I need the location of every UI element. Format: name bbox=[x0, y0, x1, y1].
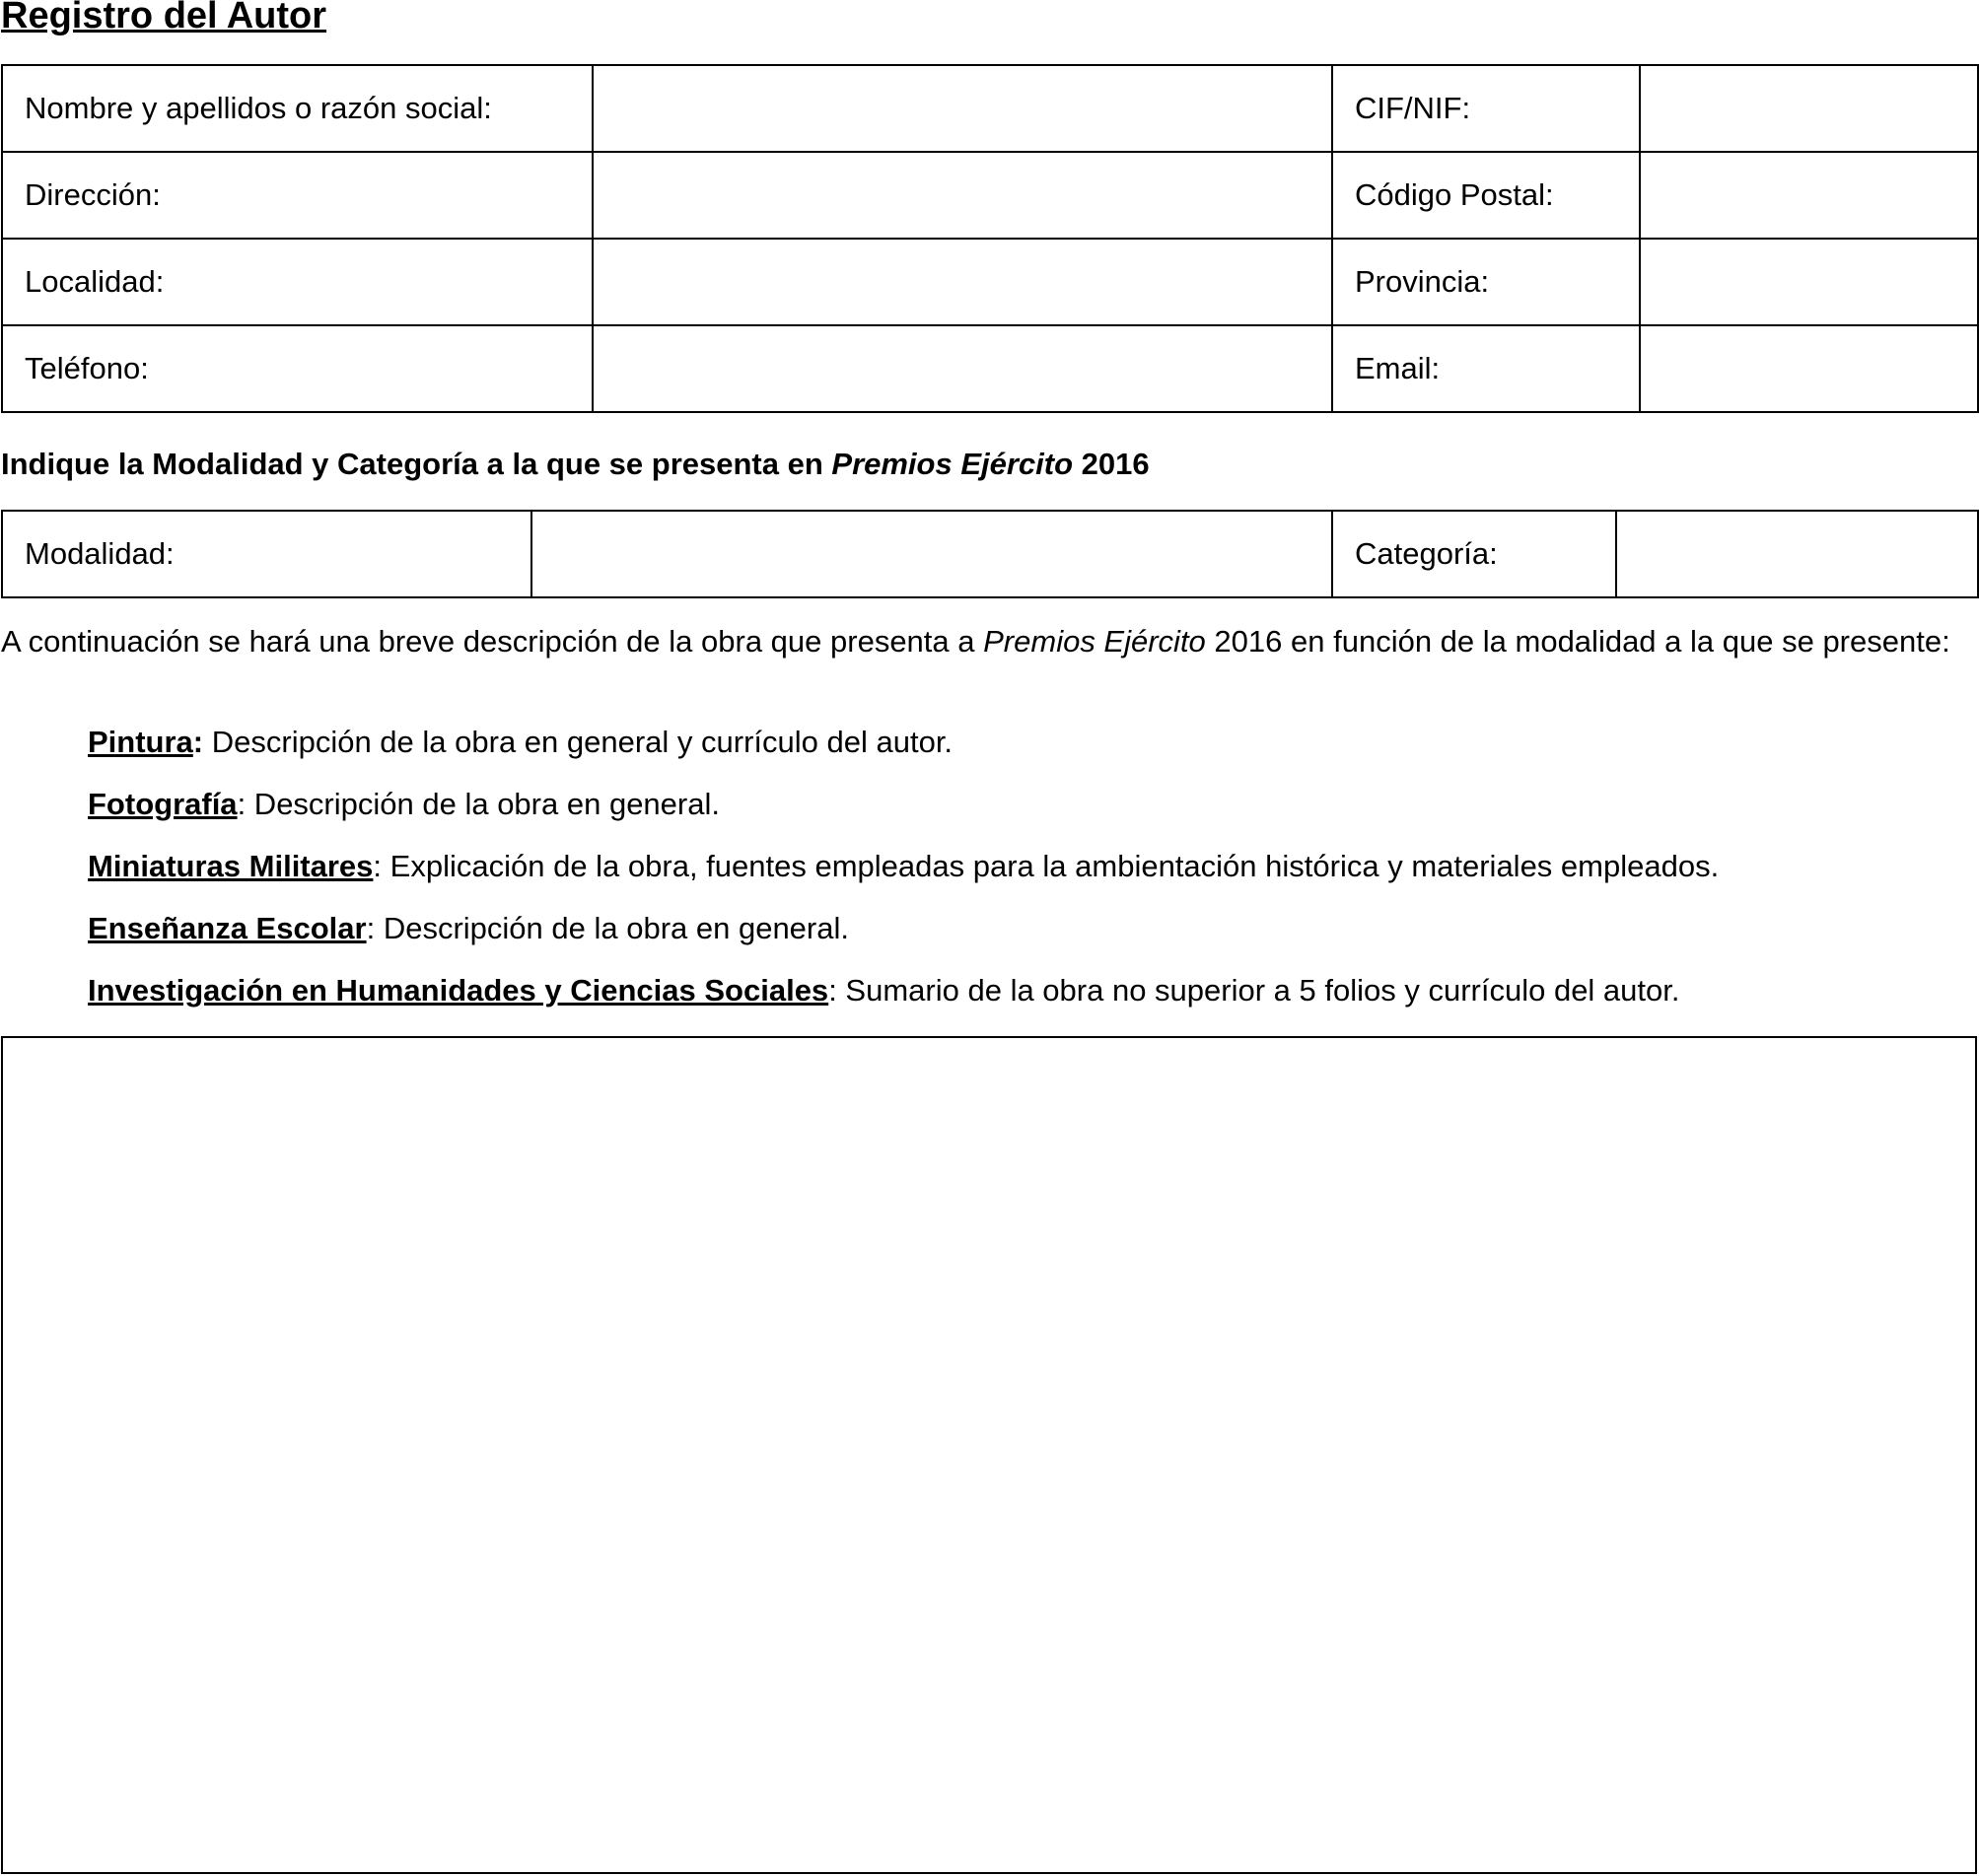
modality-separator: : bbox=[192, 725, 204, 759]
intro-text-end: 2016 en función de la modalidad a la que se presente: bbox=[1205, 624, 1950, 659]
province-field[interactable] bbox=[1662, 243, 1977, 321]
address-field-cell bbox=[593, 152, 1332, 239]
table-row bbox=[2, 239, 1978, 325]
modality-heading-event: Premios Ejército bbox=[831, 447, 1074, 481]
modality-field[interactable] bbox=[554, 515, 1331, 593]
modality-description: Sumario de la obra no superior a 5 folios y currículo del autor. bbox=[836, 973, 1680, 1007]
intro-event: Premios Ejército bbox=[983, 624, 1206, 659]
cif-nif-label: CIF/NIF: bbox=[1332, 65, 1640, 152]
modality-heading bbox=[1, 445, 1150, 484]
name-field[interactable] bbox=[615, 69, 1331, 148]
modality-label: Modalidad: bbox=[2, 511, 531, 597]
category-field-cell bbox=[1616, 511, 1978, 597]
province-label: Provincia: bbox=[1332, 239, 1640, 325]
modality-description: Descripción de la obra en general y currículo del autor. bbox=[203, 725, 954, 759]
modality-separator: : bbox=[828, 973, 837, 1007]
category-label: Categoría: bbox=[1332, 511, 1616, 597]
table-row bbox=[2, 325, 1978, 412]
modality-category-table bbox=[1, 510, 1979, 598]
postal-code-field[interactable] bbox=[1662, 156, 1977, 235]
cif-nif-field[interactable] bbox=[1662, 69, 1977, 148]
work-description-textarea[interactable] bbox=[1, 1036, 1977, 1874]
modality-name: Fotografía bbox=[88, 787, 238, 821]
list-item bbox=[88, 907, 1719, 969]
modality-description: Descripción de la obra en general. bbox=[375, 911, 849, 945]
table-row bbox=[2, 65, 1978, 152]
name-label: Nombre y apellidos o razón social: bbox=[2, 65, 593, 152]
description-intro bbox=[1, 623, 1973, 660]
address-label: Dirección: bbox=[2, 152, 593, 239]
list-item bbox=[88, 845, 1719, 907]
phone-label: Teléfono: bbox=[2, 325, 593, 412]
list-item bbox=[88, 783, 1719, 845]
modality-name: Enseñanza Escolar bbox=[88, 911, 367, 945]
page-title: Registro del Autor bbox=[1, 0, 327, 36]
modality-name: Investigación en Humanidades y Ciencias Sociales bbox=[88, 973, 829, 1007]
modality-heading-year: 2016 bbox=[1073, 447, 1150, 481]
modality-name: Miniaturas Militares bbox=[88, 849, 374, 883]
modality-descriptions-list bbox=[88, 721, 1719, 1031]
intro-text: A continuación se hará una breve descripción de la obra que presenta a bbox=[1, 624, 984, 659]
table-row bbox=[2, 511, 1978, 597]
address-field[interactable] bbox=[615, 156, 1331, 235]
email-label: Email: bbox=[1332, 325, 1640, 412]
author-registration-table bbox=[1, 64, 1979, 413]
modality-name: Pintura bbox=[88, 725, 193, 759]
province-field-cell bbox=[1640, 239, 1978, 325]
modality-description: Explicación de la obra, fuentes empleadas para la ambientación histórica y materiales empleados. bbox=[382, 849, 1720, 883]
modality-description: Descripción de la obra en general. bbox=[246, 787, 720, 821]
email-field[interactable] bbox=[1662, 329, 1977, 408]
postal-code-field-cell bbox=[1640, 152, 1978, 239]
modality-separator: : bbox=[237, 787, 247, 821]
modality-heading-text: Indique la Modalidad y Categoría a la que se presenta en bbox=[1, 447, 832, 481]
email-field-cell bbox=[1640, 325, 1978, 412]
table-row bbox=[2, 152, 1978, 239]
list-item bbox=[88, 721, 1719, 783]
phone-field-cell bbox=[593, 325, 1332, 412]
locality-field[interactable] bbox=[615, 243, 1331, 321]
modality-separator: : bbox=[366, 911, 376, 945]
category-field[interactable] bbox=[1639, 515, 1977, 593]
phone-field[interactable] bbox=[615, 329, 1331, 408]
locality-field-cell bbox=[593, 239, 1332, 325]
cif-nif-field-cell bbox=[1640, 65, 1978, 152]
modality-field-cell bbox=[531, 511, 1332, 597]
list-item bbox=[88, 969, 1719, 1031]
name-field-cell bbox=[593, 65, 1332, 152]
postal-code-label: Código Postal: bbox=[1332, 152, 1640, 239]
locality-label: Localidad: bbox=[2, 239, 593, 325]
modality-separator: : bbox=[373, 849, 383, 883]
